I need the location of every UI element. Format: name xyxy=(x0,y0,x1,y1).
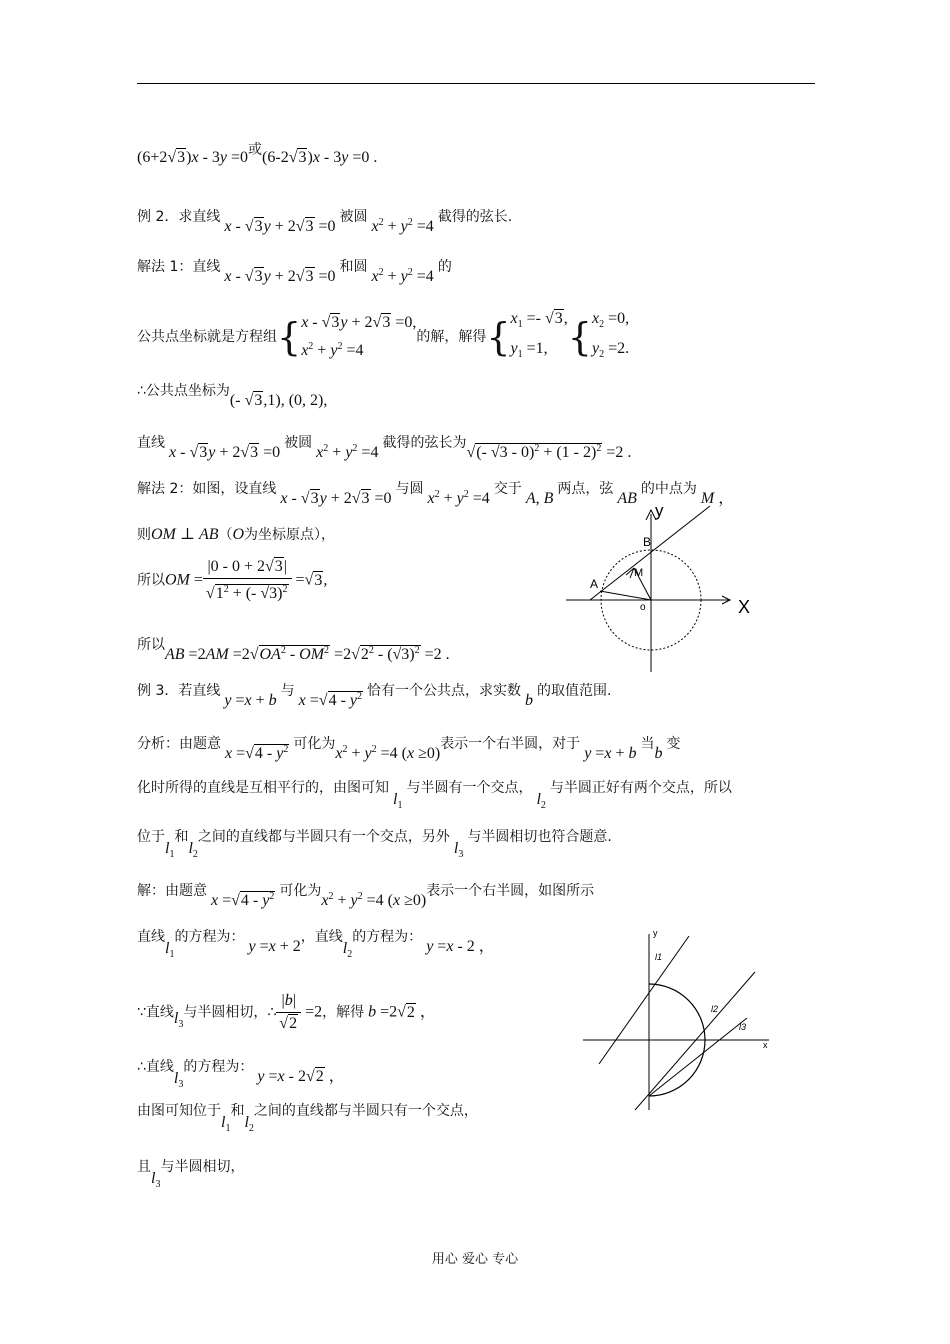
label-o: o xyxy=(640,602,646,613)
tangent-condition: ∵直线$l_3$与半圆相切，∴ $\frac{|b|}{√2}$ =2，解得 b =2√2 ， xyxy=(137,992,436,1032)
line-l1 xyxy=(599,936,689,1064)
label-y: y xyxy=(653,928,658,938)
label-x: X xyxy=(738,597,751,617)
header-rule xyxy=(137,83,815,84)
label-m: M xyxy=(634,567,644,579)
solution-line: 解：由题意 $x =√4 - y^2$ 可化为$x^2 + y^2 =4$ (x ≥0)表示一个右半圆，如图所示 xyxy=(137,883,595,909)
line-l3 xyxy=(649,1018,747,1096)
segment-oa xyxy=(600,591,651,600)
line-equations: 直线$l_1$的方程为： y =x + 2，直线$l_2$的方程为： y =x - 2 ， xyxy=(137,929,495,960)
l3-equation: ∴直线$l_3$的方程为： y =x - 2√2 ， xyxy=(137,1059,345,1090)
label-l2: l2 xyxy=(711,1004,719,1014)
common-points: ∴公共点坐标为(- √3,1), (0, 2), xyxy=(137,383,328,409)
solution-1: 解法 1：直线 x - √3y + 2√3 =0 和圆 $x^2 + y^2 =4$ 的 xyxy=(137,259,452,285)
label-b: B xyxy=(643,535,652,549)
perpendicular-note: 则OM ⊥ AB（O为坐标原点）， xyxy=(137,526,336,543)
analysis-line-3: 位于$l_1$和$l_2$之间的直线都与半圆只有一个交点，另外 $l_3$ 与半圆相切也符合题意. xyxy=(137,829,612,860)
figure-circle-chord xyxy=(560,496,760,676)
analysis-line-1: 分析：由题意 $x =√4 - y^2$ 可化为$x^2 + y^2 =4$ (x ≥0)表示一个右半圆，对于 y =x + b 当b 变 xyxy=(137,736,681,762)
example-3: 例 3．若直线 y =x + b 与 $x =√4 - y^2$ 恰有一个公共点，求实数 b 的取值范围. xyxy=(137,683,612,709)
label-x: x xyxy=(763,1040,768,1050)
om-distance: 所以OM = $\frac{|0 - 0 + 2√3|}{√1^2 + (- √3)^2}$ =√3, xyxy=(137,558,328,602)
label-l1: l1 xyxy=(655,952,663,962)
line-ab xyxy=(590,506,710,600)
example-2: 例 2．求直线 x - √3y + 2√3 =0 被圆 $x^2 + y^2 =4$ 截得的弦长. xyxy=(137,209,513,235)
label-a: A xyxy=(590,577,599,591)
final-line: 且$l_3$与半圆相切， xyxy=(137,1159,245,1190)
or-word: 或 xyxy=(248,142,263,158)
label-y: y xyxy=(655,501,664,520)
equation-system: 公共点坐标就是方程组{ x - √3y + 2√3 =0, $x^2 + y^2 =4$ 的解，解得{ $x_1 =- √3$, $y_1 =1$, { $x_2 =0$, $y_2 =2$. xyxy=(137,310,630,360)
solution-2: 解法 2：如图，设直线 x - √3y + 2√3 =0 与圆 $x^2 + y^2 =4$ 交于 A, B 两点，弦 AB 的中点为 M ， xyxy=(137,481,735,507)
footer: 用心 爱心 专心 xyxy=(431,1252,519,1267)
ab-length: 所以AB $=2AM =2√OA^2 - OM^2 =2√2^2 - (√3)^2 =2$ . xyxy=(137,637,450,663)
analysis-line-2: 化时所得的直线是互相平行的，由图可知 $l_1$ 与半圆有一个交点， $l_2$ 与半圆正好有两个交点，所以 xyxy=(137,780,732,811)
conclusion: 由图可知位于$l_1$和$l_2$之间的直线都与半圆只有一个交点， xyxy=(137,1103,478,1134)
figure-semicircle xyxy=(575,926,775,1116)
line-l2 xyxy=(635,972,755,1110)
label-l3: l3 xyxy=(739,1022,747,1032)
result-equations: (6+2√3)x - 3y =0或(6-2√3)x - 3y =0 . xyxy=(137,142,378,166)
chord-length: 直线 x - √3y + 2√3 =0 被圆 $x^2 + y^2 =4$ 截得的弦长为√(- √3 - 0)$^2$ + (1 - 2)$^2$ =2 . xyxy=(137,435,632,461)
